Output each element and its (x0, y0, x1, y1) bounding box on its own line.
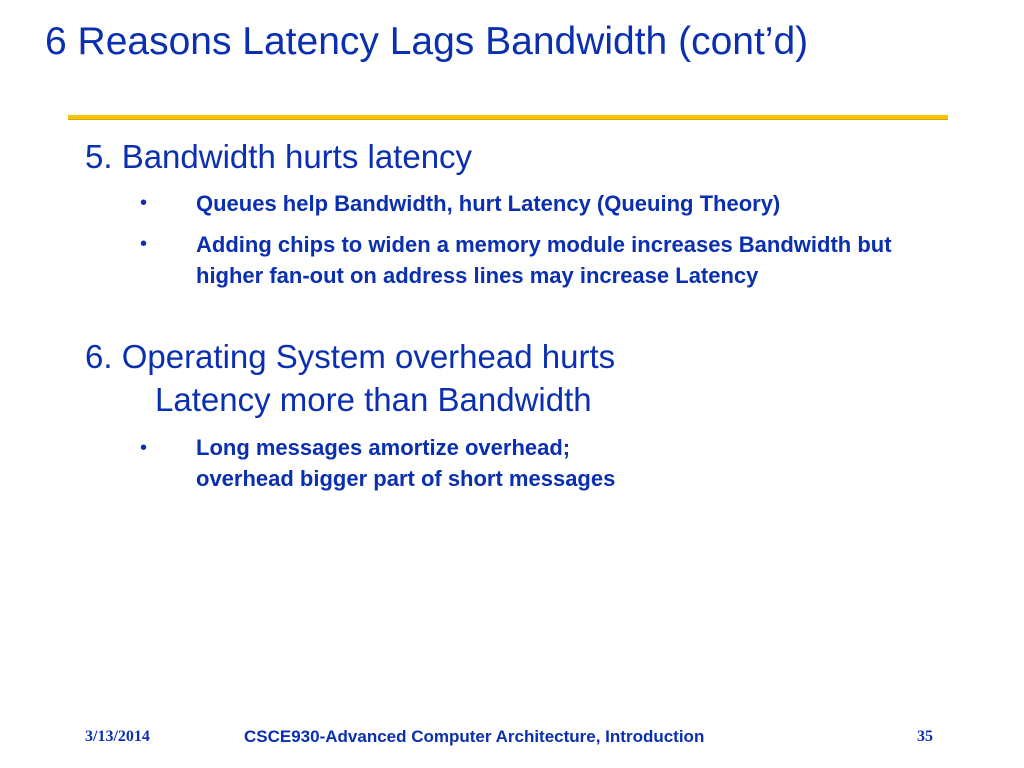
bullet-marker: • (140, 437, 148, 459)
bullet-marker: • (140, 192, 148, 214)
bullet-adding-chips: Adding chips to widen a memory module increases Bandwidth but higher fan-out on address lines may increase Latency (196, 232, 892, 288)
bullet-marker: • (140, 233, 148, 255)
slide-title: 6 Reasons Latency Lags Bandwidth (cont’d) (45, 20, 809, 63)
bullet-long-messages-line1: Long messages amortize overhead; (196, 435, 571, 460)
section-heading-6-line1: 6. Operating System overhead hurts (85, 338, 616, 375)
title-divider (68, 115, 948, 119)
bullet-long-messages-line2: overhead bigger part of short messages (196, 466, 616, 491)
footer-course-title: CSCE930-Advanced Computer Architecture, Introduction (244, 727, 705, 746)
footer-date: 3/13/2014 (85, 728, 150, 745)
page-number: 35 (917, 728, 933, 745)
section-heading-6-line2: Latency more than Bandwidth (155, 381, 592, 418)
section-heading-5: 5. Bandwidth hurts latency (85, 138, 473, 175)
bullet-queues: Queues help Bandwidth, hurt Latency (Queuing Theory) (196, 191, 781, 216)
